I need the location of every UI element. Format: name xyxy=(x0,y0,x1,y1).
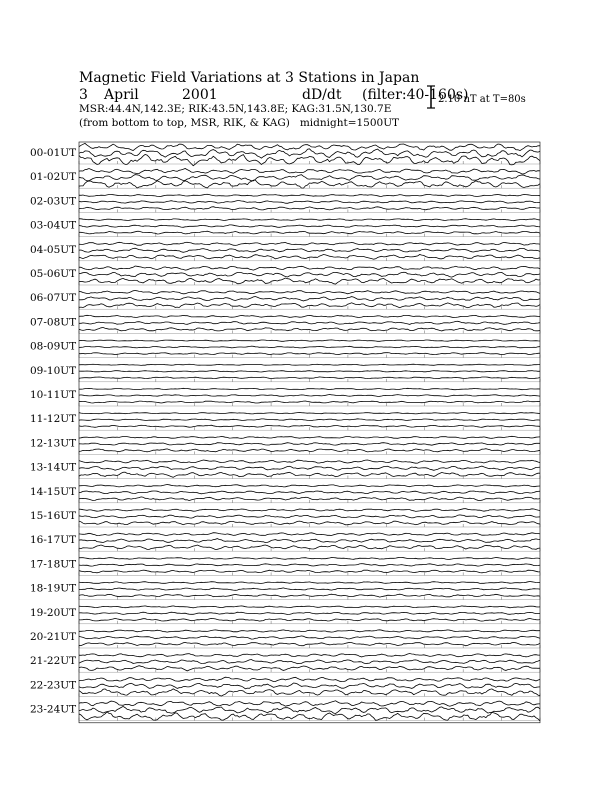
hour-row xyxy=(30,413,540,431)
station-trace-rik xyxy=(79,419,540,421)
station-trace-kag xyxy=(79,533,540,536)
hour-row xyxy=(30,557,540,575)
station-trace-kag xyxy=(79,677,540,681)
hour-row xyxy=(30,701,540,721)
hour-label: 21-22UT xyxy=(30,655,77,668)
station-trace-msr xyxy=(79,425,540,427)
station-trace-rik xyxy=(79,346,540,348)
station-trace-rik xyxy=(79,272,540,277)
station-trace-kag xyxy=(79,557,540,559)
hour-label: 11-12UT xyxy=(30,413,77,426)
hour-label: 23-24UT xyxy=(30,703,77,716)
hour-row xyxy=(30,606,540,624)
date-day: 3 xyxy=(79,87,88,103)
station-trace-rik xyxy=(79,297,540,301)
station-trace-kag xyxy=(79,582,540,584)
hour-row xyxy=(30,266,540,285)
station-trace-rik xyxy=(79,225,540,227)
hour-label: 13-14UT xyxy=(30,461,77,474)
station-trace-rik xyxy=(79,175,540,181)
station-trace-msr xyxy=(79,449,540,452)
station-coordinates: MSR:44.4N,142.3E; RIK:43.5N,143.8E; KAG:31.5N,130.7E xyxy=(79,103,392,115)
station-trace-kag xyxy=(79,606,540,608)
hour-label: 15-16UT xyxy=(30,510,77,522)
hour-label: 22-23UT xyxy=(30,679,77,692)
hour-row xyxy=(30,630,540,648)
station-trace-rik xyxy=(79,371,540,373)
station-trace-msr xyxy=(79,545,540,550)
hour-row xyxy=(30,654,540,673)
midnight-note: midnight=1500UT xyxy=(299,117,400,129)
hour-row xyxy=(30,219,540,237)
station-trace-rik xyxy=(79,466,540,470)
hour-label: 06-07UT xyxy=(30,292,77,305)
station-trace-kag xyxy=(79,315,540,317)
station-trace-rik xyxy=(79,395,540,397)
hour-label: 09-10UT xyxy=(30,364,77,377)
hour-label: 04-05UT xyxy=(30,243,77,256)
hour-row xyxy=(30,485,540,503)
hour-row xyxy=(30,242,540,260)
hour-row xyxy=(30,388,540,406)
hour-row xyxy=(30,194,540,212)
station-trace-kag xyxy=(79,266,540,270)
hour-row xyxy=(30,291,540,310)
station-trace-kag xyxy=(79,460,540,463)
station-trace-rik xyxy=(79,539,540,543)
station-trace-kag xyxy=(79,143,540,150)
hour-row xyxy=(30,509,540,527)
hour-row xyxy=(30,315,540,333)
station-trace-kag xyxy=(79,242,540,245)
hour-row xyxy=(30,169,540,189)
hour-row xyxy=(30,460,540,479)
date-month: April xyxy=(104,87,139,103)
hour-label: 19-20UT xyxy=(30,606,77,619)
chart-title: Magnetic Field Variations at 3 Stations in Japan xyxy=(79,70,420,86)
station-trace-kag xyxy=(79,413,540,414)
station-trace-kag xyxy=(79,654,540,657)
plot-frame xyxy=(79,142,540,723)
station-trace-kag xyxy=(79,701,540,706)
station-trace-msr xyxy=(79,328,540,331)
hour-label: 10-11UT xyxy=(30,389,77,401)
hour-label: 07-08UT xyxy=(30,316,77,329)
station-trace-msr xyxy=(79,570,540,573)
hour-row xyxy=(30,340,540,358)
hour-label: 00-01UT xyxy=(30,147,77,159)
station-trace-rik xyxy=(79,491,540,494)
station-trace-kag xyxy=(79,485,540,487)
hour-label: 03-04UT xyxy=(30,219,77,232)
hour-rows xyxy=(30,142,540,723)
hour-row xyxy=(30,677,540,696)
station-trace-msr xyxy=(79,377,540,379)
station-trace-kag xyxy=(79,194,540,196)
station-trace-rik xyxy=(79,515,540,518)
station-trace-rik xyxy=(79,321,540,324)
station-trace-kag xyxy=(79,364,540,365)
hour-label: 17-18UT xyxy=(30,558,77,571)
station-trace-msr xyxy=(79,353,540,355)
hour-label: 02-03UT xyxy=(30,195,77,208)
station-trace-msr xyxy=(79,401,540,403)
hour-label: 16-17UT xyxy=(30,534,77,547)
hour-label: 08-09UT xyxy=(30,340,77,353)
hour-label: 20-21UT xyxy=(30,631,77,643)
station-trace-msr xyxy=(79,231,540,234)
hour-label: 14-15UT xyxy=(30,485,77,498)
station-trace-rik xyxy=(79,706,540,713)
hour-label: 01-02UT xyxy=(30,171,77,184)
hour-label: 05-06UT xyxy=(30,268,77,280)
hour-label: 18-19UT xyxy=(30,582,77,595)
station-trace-rik xyxy=(79,683,540,689)
station-trace-kag xyxy=(79,291,540,294)
order-note: (from bottom to top, MSR, RIK, & KAG) xyxy=(79,117,290,129)
scale-bar-label: 2.10 nT at T=80s xyxy=(438,94,526,105)
hour-row xyxy=(30,582,540,600)
hour-row xyxy=(30,143,540,165)
station-trace-rik xyxy=(79,564,540,567)
station-trace-kag xyxy=(79,340,540,341)
station-trace-kag xyxy=(79,630,540,632)
station-trace-msr xyxy=(79,618,540,621)
station-trace-rik xyxy=(79,612,540,614)
hour-row xyxy=(30,533,540,552)
station-trace-rik xyxy=(79,660,540,664)
filter-label: (filter:40-160s) xyxy=(362,87,469,103)
hour-row xyxy=(30,364,540,382)
station-trace-rik xyxy=(79,201,540,204)
station-trace-rik xyxy=(79,443,540,446)
station-trace-kag xyxy=(79,169,540,175)
station-trace-rik xyxy=(79,248,540,252)
station-trace-rik xyxy=(79,636,540,639)
station-trace-kag xyxy=(79,436,540,438)
station-trace-rik xyxy=(79,588,540,590)
station-trace-kag xyxy=(79,219,540,221)
station-trace-kag xyxy=(79,388,540,389)
hour-row xyxy=(30,436,540,454)
station-trace-kag xyxy=(79,509,540,512)
hour-label: 12-13UT xyxy=(30,437,77,450)
date-year: 2001 xyxy=(182,87,218,103)
component-label: dD/dt xyxy=(302,87,342,103)
